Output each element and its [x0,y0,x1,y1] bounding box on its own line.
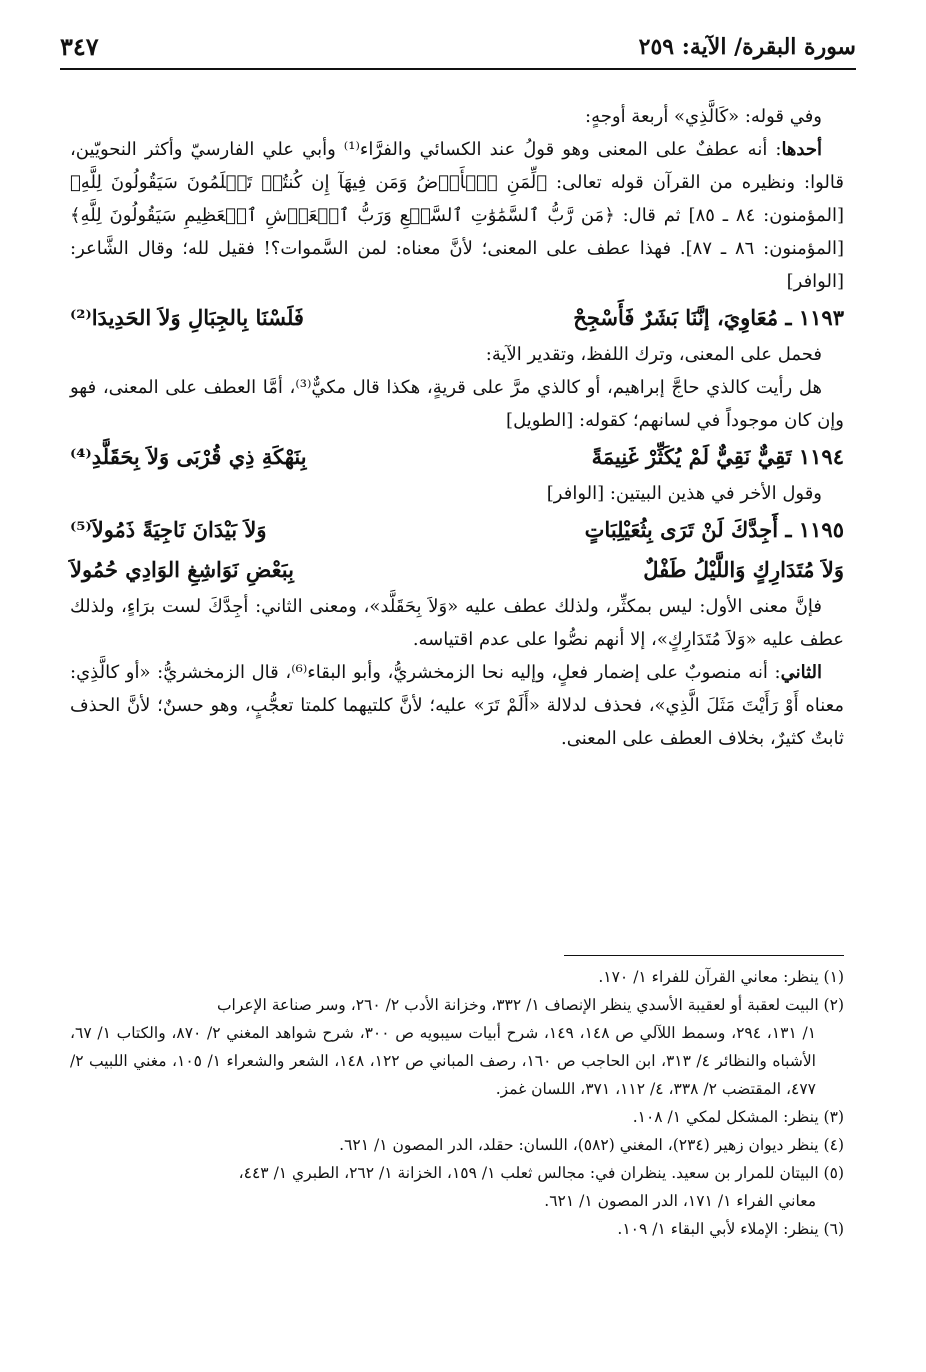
verse-1194 [70,437,844,477]
footnote-separator [564,955,844,956]
paragraph-explanation: فإنَّ معنى الأول: ليس بمكثِّر، ولذلك عطف عليه «وَلاَ بِحَقَلَّد»، ومعنى الثاني: أجِدَّكَ لست برَاءٍ، ولذلك عطف عليه «وَلاَ مُتَدَارِكٍ»، إلا أنهم نصُّوا على عدم اقتياسه. [70,596,844,650]
second-view-text: : أنه منصوبٌ على إضمار فعلٍ، وإليه نحا الزمخشريُّ، وأبو البقاء⁽⁶⁾، قال الزمخشريُّ: «أو كالَّذِي: معناه أَوْ رَأَيْتَ مَثَلَ الَّذِي»، فحذف لدلالة «أَلَمْ تَرَ» عليه؛ لأنَّ كلتيهما كلمتا تعجُّبٍ، وهو حسنٌ؛ لأنَّ الحذف ثابتٌ كثيرٌ، بخلاف العطف على المعنى. [70,662,844,749]
page-header [60,30,856,70]
footnotes [70,963,844,1243]
surah-ayah-title: سورة البقرة/ الآية: ٢٥٩ [638,34,856,60]
verse-1194-second-hemistich: بِنَهْكَةِ ذِي قُرْبَى وَلاَ بِحَقَلَّدِ⁽⁴⁾ [70,444,307,469]
paragraph-intro: وفي قوله: «كَالَّذِي» أربعة أوجهٍ: [585,106,822,127]
verse-1195-first-hemistich: ١١٩٥ ـ أَجِدَّكَ لَنْ تَرَى بِثُعَيْلِبَاتٍ [584,517,844,542]
footnote-6: (٦) ينظر: الإملاء لأبي البقاء ١/ ١٠٩. [617,1220,844,1238]
footnote-5: (٥) البيتان للمرار بن سعيد. ينظران في: مجالس ثعلب ١/ ١٥٩، الخزانة ١/ ٢٦٢، الطبري ١/ ٤٤٣، [238,1164,844,1182]
verse-1193-second-hemistich: فَلَسْنَا بِالجِبَالِ وَلاَ الحَدِيدَا⁽²⁾ [70,305,304,330]
paragraph-meaning: فحمل على المعنى، وترك اللفظ، وتقدير الآية: [485,344,822,365]
page-number: ٣٤٧ [60,32,99,61]
verse-1195-third-hemistich: وَلاَ مُتَدَارِكٍ وَاللَّيْلُ طَفْلٌ [643,557,844,582]
second-view-label: الثاني [780,662,822,683]
footnote-2: (٢) البيت لعقبة أو لعقيبة الأسدي ينظر الإنصاف ١/ ٣٣٢، وخزانة الأدب ٢/ ٢٦٠، وسر صناعة الإعراب [216,996,844,1014]
verse-1195-line-1 [70,510,844,550]
footnote-2-continued: ١/ ١٣١، ٢٩٤، وسمط اللآلي ص ١٤٨، ١٤٩، شرح أبيات سيبويه ص ٣٠٠، شرح شواهد المغني ٢/ ٨٧٠، والكتاب ١/ ٦٧، الأشباه والنظائر ٤/ ٣١٣، ابن الحاجب ص ١٦٠، رصف المباني ص ١٢٢، ١٤٨، الشعر والشعراء ١/ ١٠٥، مغني اللبيب ٢/ ٤٧٧، المقتضب ٢/ ٣٣٨، ٤/ ١١٢، ٣٧١، اللسان غمز. [70,1024,817,1098]
paragraph-other-poet: وقول الأخر في هذين البيتين: [الوافر] [546,483,822,504]
main-text [70,100,844,755]
footnote-1: (١) ينظر: معاني القرآن للفراء ١/ ١٧٠. [598,968,844,986]
paragraph-second-view [70,656,844,755]
footnote-5-continued: معاني الفراء ١/ ١٧١، الدر المصون ١/ ٦٢١. [544,1192,816,1210]
footnote-3: (٣) ينظر: المشكل لمكي ١/ ١٠٨. [632,1108,844,1126]
verse-1195-second-hemistich: وَلاَ بَيْدَانَ نَاجِيَةً ذَمُولاَ⁽⁵⁾ [70,517,267,542]
verse-1195-fourth-hemistich: بِبَعْضِ نَوَاشِغِ الوَادِي حُمُولاَ [70,557,294,582]
verse-1195-line-2 [70,550,844,590]
first-view-text: : أنه عطفٌ على المعنى وهو قولُ عند الكسائي والفرَّاء⁽¹⁾ وأبي علي الفارسيّ وأكثر النحويّين، قالوا: ونظيره من القرآن قوله تعالى: ﴿لِّمَنِ ٱلۡأَرۡضُ وَمَن فِيهَآ إِن كُنتُمۡ تَعۡلَمُونَ سَيَقُولُونَ لِلَّهِ﴾ [المؤمنون: ٨٤ ـ ٨٥] ثم قال: ﴿مَن رَّبُّ ٱلسَّمَٰوَٰتِ ٱلسَّبۡعِ وَرَبُّ ٱلۡعَرۡشِ ٱلۡعَظِيمِ سَيَقُولُونَ لِلَّهِ﴾ [المؤمنون: ٨٦ ـ ٨٧]. فهذا عطف على المعنى؛ لأنَّ معناه: لمن السَّموات؟! فقيل لله؛ وقال الشَّاعر: [الوافر] [70,139,845,292]
verse-1193-first-hemistich: ١١٩٣ ـ مُعَاوِيَ، إنَّنَا بَشَرٌ فَأَسْجِحْ [573,305,844,330]
footnote-4: (٤) ينظر ديوان زهير (٢٣٤)، المغني (٥٨٢)، اللسان: حقلد، الدر المصون ١/ ٦٢١. [339,1136,844,1154]
paragraph-makki: هل رأيت كالذي حاجَّ إبراهيم، أو كالذي مرَّ على قريةٍ، هكذا قال مكيٌّ⁽³⁾، أمَّا العطف على المعنى، فهو وإن كان موجوداً في لسانهم؛ كقوله: [الطويل] [70,377,844,431]
paragraph-first-view [70,133,844,298]
verse-1193 [70,298,844,338]
verse-1194-first-hemistich: ١١٩٤ تَقِيٌّ نَقِيٌّ لَمْ يُكَثِّرْ غَنِيمَةً [591,444,844,469]
first-view-label: أحدها [781,139,822,160]
